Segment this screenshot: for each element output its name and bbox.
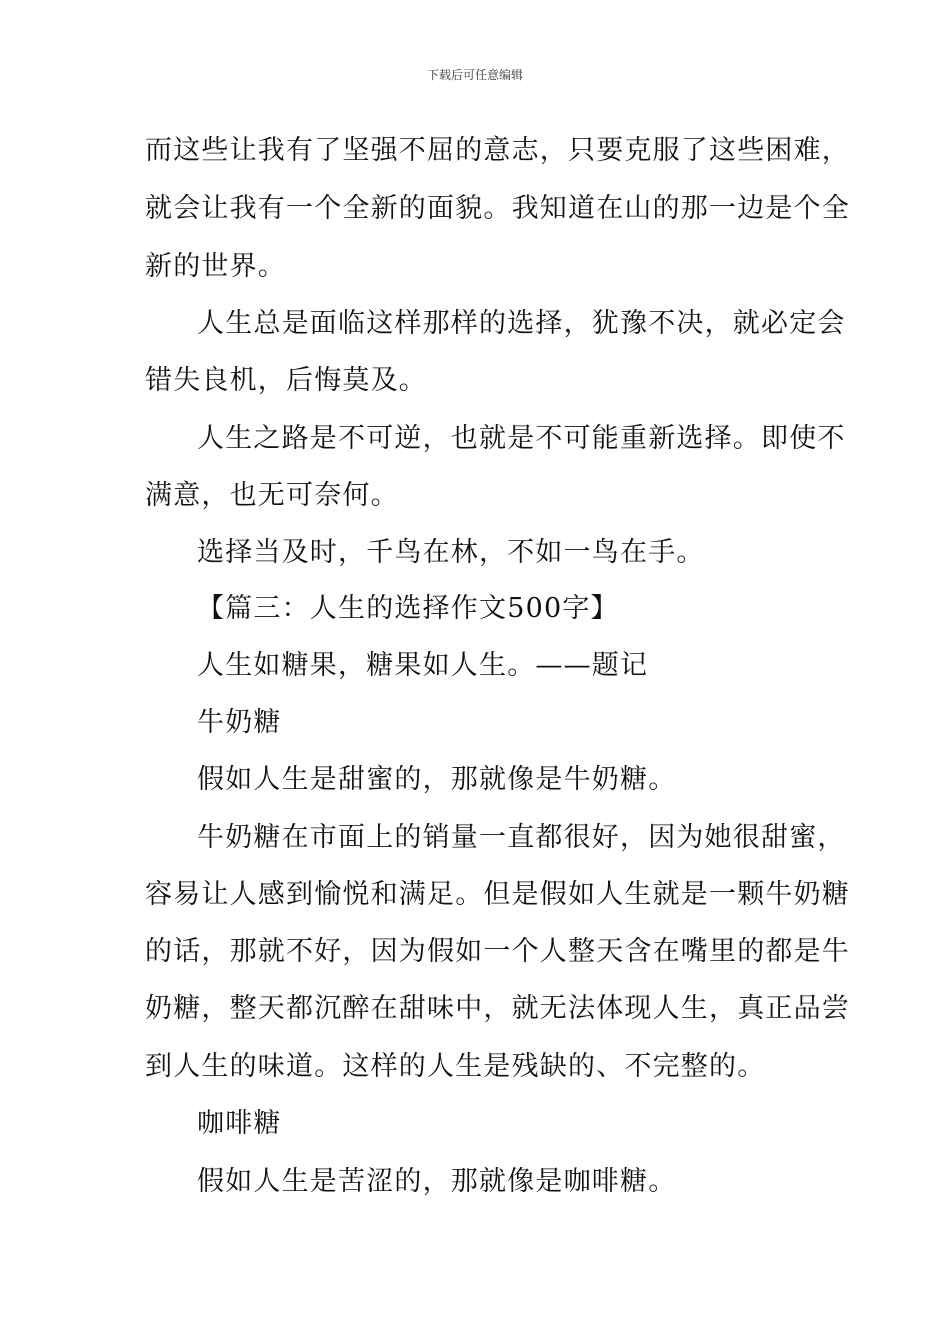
text-line: 假如人生是苦涩的，那就像是咖啡糖。 [197,1166,677,1197]
text-line: 牛奶糖在市面上的销量一直都很好，因为她很甜蜜， [197,822,846,853]
text-line: 而这些让我有了坚强不屈的意志，只要克服了这些困难， [145,135,850,166]
text-line: 人生之路是不可逆，也就是不可能重新选择。即使不 [197,423,846,454]
text-line: 选择当及时，千鸟在林，不如一鸟在手。 [197,537,705,568]
text-line: 人生总是面临这样那样的选择，犹豫不决，就必定会 [197,308,846,339]
text-line: 到人生的味道。这样的人生是残缺的、不完整的。 [145,1051,766,1082]
text-line: 奶糖，整天都沉醉在甜味中，就无法体现人生，真正品尝 [145,993,850,1024]
page-header: 下载后可任意编辑 [426,68,523,82]
text-line: 就会让我有一个全新的面貌。我知道在山的那一边是个全 [145,193,850,224]
text-line: 满意，也无可奈何。 [145,480,399,511]
section-heading: 【篇三：人生的选择作文500字】 [197,593,619,624]
text-line: 人生如糖果，糖果如人生。——题记 [197,650,649,681]
text-line: 假如人生是甜蜜的，那就像是牛奶糖。 [197,764,677,795]
text-line: 错失良机，后悔莫及。 [145,365,427,396]
text-line: 容易让人感到愉悦和满足。但是假如人生就是一颗牛奶糖 [145,879,850,910]
subheading: 咖啡糖 [197,1108,282,1139]
text-line: 的话，那就不好，因为假如一个人整天含在嘴里的都是牛 [145,936,850,967]
text-line: 新的世界。 [145,251,286,282]
subheading: 牛奶糖 [197,707,282,738]
